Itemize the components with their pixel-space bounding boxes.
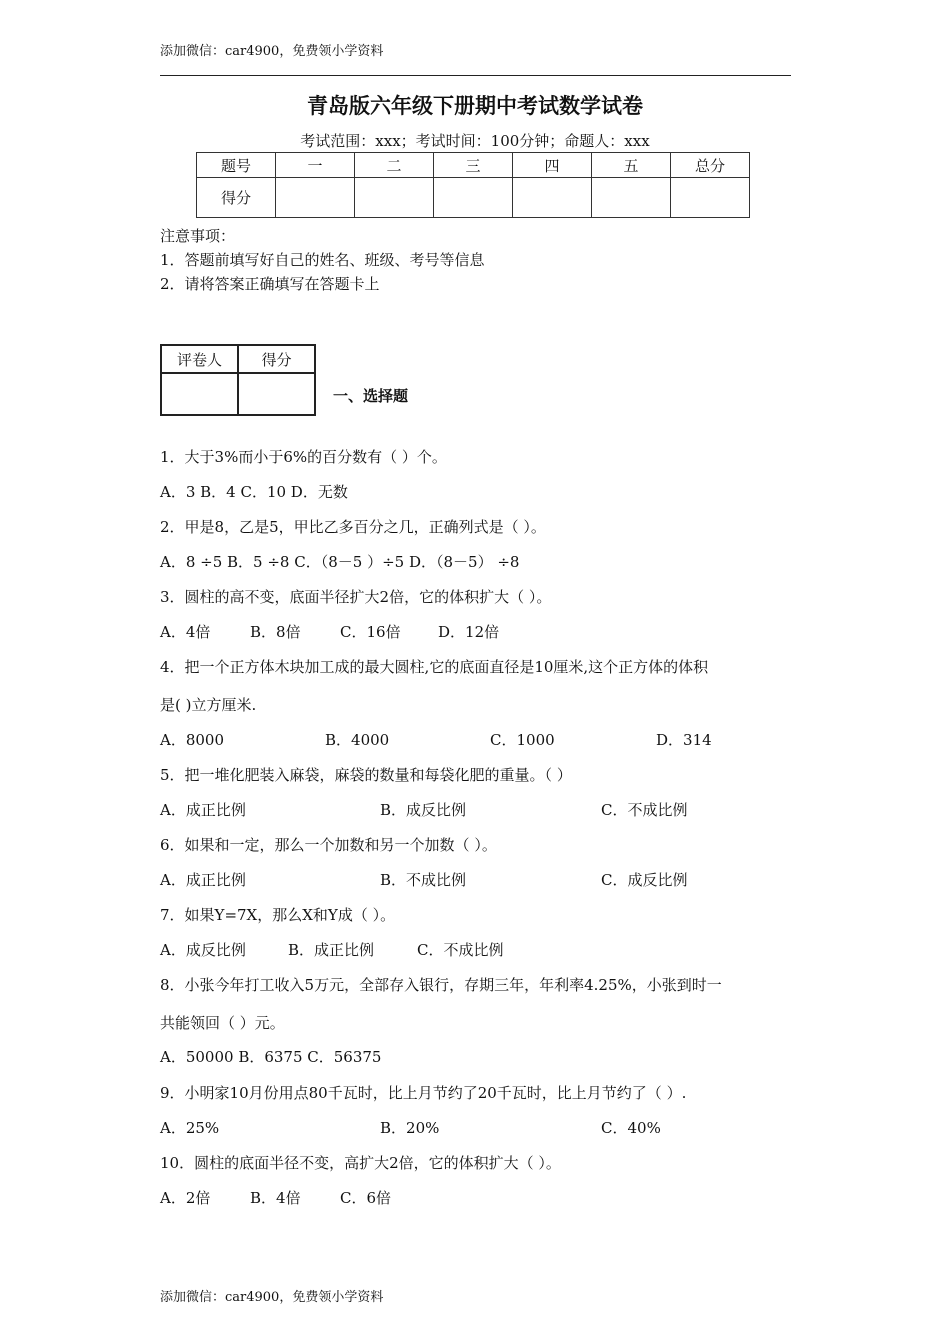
question-option: B．4000 [325,731,390,749]
question-option: A．成正比例 [160,871,246,889]
grader-header-cell: 得分 [238,345,315,373]
score-cell-empty [434,178,513,218]
question-stem: 6．如果和一定，那么一个加数和另一个加数（ ）。 [160,836,497,854]
question-stem: 7．如果Y=7X，那么X和Y成（ ）。 [160,906,396,924]
score-header-cell: 三 [434,153,513,178]
question-stem-continued: 共能领回（ ）元。 [160,1014,285,1032]
score-table [196,152,750,218]
question-option: C．1000 [490,731,555,749]
question-option: B．8倍 [250,623,301,641]
question-stem: 4．把一个正方体木块加工成的最大圆柱,它的底面直径是10厘米,这个正方体的体积 [160,658,709,676]
exam-title: 青岛版六年级下册期中考试数学试卷 [307,94,643,118]
question-option: A．成正比例 [160,801,246,819]
question-stem: 2．甲是8，乙是5，甲比乙多百分之几，正确列式是（ ）。 [160,518,546,536]
score-header-cell: 总分 [671,153,750,178]
score-header-cell: 四 [513,153,592,178]
grader-header-cell: 评卷人 [161,345,238,373]
question-option: D．314 [656,731,712,749]
question-stem: 1．大于3%而小于6%的百分数有（ ）个。 [160,448,447,466]
score-header-cell: 二 [355,153,434,178]
question-option: C．40% [601,1119,661,1137]
question-options: A．3 B．4 C．10 D．无数 [160,483,348,501]
score-header-cell: 一 [276,153,355,178]
question-option: C．16倍 [340,623,401,641]
question-options: A．8 ÷5 B．5 ÷8 C．（8－5 ）÷5 D．（8－5） ÷8 [160,553,520,571]
question-option: A．4倍 [160,623,211,641]
notes-heading: 注意事项： [160,227,236,245]
question-option: A．25% [160,1119,220,1137]
question-option: B．成正比例 [288,941,375,959]
question-option: C．不成比例 [417,941,504,959]
question-option: C．不成比例 [601,801,688,819]
question-option: D．12倍 [438,623,500,641]
exam-subtitle: 考试范围：xxx；考试时间：100分钟；命题人：xxx [300,132,650,150]
question-stem-continued: 是( )立方厘米. [160,696,257,714]
question-option: B．成反比例 [380,801,467,819]
page-header-text: 添加微信：car4900，免费领小学资料 [160,44,384,59]
score-row-label: 得分 [197,178,276,218]
score-header-cell: 五 [592,153,671,178]
notes-item: 2．请将答案正确填写在答题卡上 [160,275,380,293]
question-option: C．成反比例 [601,871,688,889]
question-option: A．2倍 [160,1189,211,1207]
question-option: B．不成比例 [380,871,467,889]
header-rule [160,75,791,76]
score-cell-empty [276,178,355,218]
score-cell-empty [513,178,592,218]
score-header-cell: 题号 [197,153,276,178]
grader-cell-empty [238,373,315,415]
notes-block [160,224,485,296]
grader-cell-empty [161,373,238,415]
question-option: A．8000 [160,731,225,749]
question-stem: 5．把一堆化肥装入麻袋，麻袋的数量和每袋化肥的重量。（ ） [160,766,572,784]
notes-item: 1．答题前填写好自己的姓名、班级、考号等信息 [160,251,485,269]
section-title: 一、选择题 [333,387,409,405]
question-stem: 9．小明家10月份用点80千瓦时，比上月节约了20千瓦时，比上月节约了（ ）. [160,1084,687,1102]
question-option: B．20% [380,1119,440,1137]
score-cell-empty [355,178,434,218]
question-stem: 3．圆柱的高不变，底面半径扩大2倍，它的体积扩大（ ）。 [160,588,552,606]
question-stem: 10．圆柱的底面半径不变，高扩大2倍，它的体积扩大（ ）。 [160,1154,561,1172]
question-option: A．成反比例 [160,941,246,959]
score-cell-empty [671,178,750,218]
question-option: C．6倍 [340,1189,392,1207]
question-option: B．4倍 [250,1189,301,1207]
score-cell-empty [592,178,671,218]
question-stem: 8．小张今年打工收入5万元，全部存入银行，存期三年，年利率4.25%，小张到时一 [160,976,722,994]
question-options: A．50000 B．6375 C．56375 [160,1048,382,1066]
page-footer-text: 添加微信：car4900，免费领小学资料 [160,1290,384,1305]
grader-table [160,344,316,416]
